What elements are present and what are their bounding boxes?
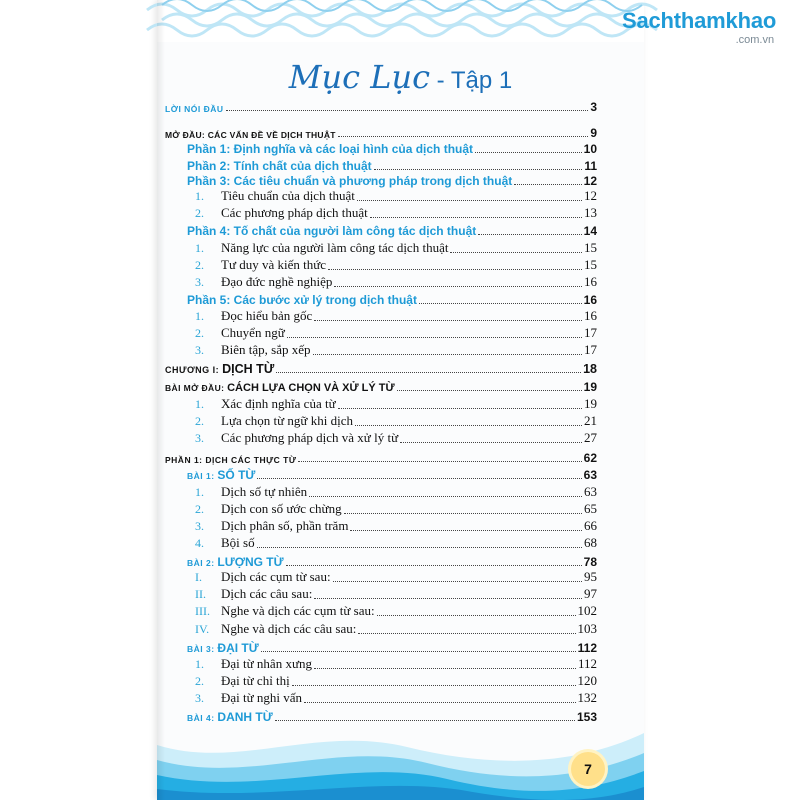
toc-entry-title: LỜI NÓI ĐẦU (165, 104, 224, 114)
toc-entry-title: Đạo đức nghề nghiệp (221, 274, 333, 289)
toc-entry-page: 120 (577, 673, 597, 688)
toc-entry-title: Phần 3: Các tiêu chuẩn và phương pháp trong dịch thuật (187, 174, 513, 188)
toc-entry (195, 325, 597, 341)
toc-entry-title: Lựa chọn từ ngữ khi dịch (221, 413, 353, 428)
toc-entry-page: 21 (584, 413, 597, 428)
toc-entry-title: Các phương pháp dịch thuật (221, 205, 368, 220)
toc-entry-page: 65 (584, 501, 597, 516)
toc-dot-leader (397, 390, 582, 391)
toc-entry-page: 95 (584, 569, 597, 584)
toc-entry (195, 690, 597, 706)
top-wave-pattern (157, 0, 644, 42)
toc-entry-title: Bội số (221, 535, 255, 550)
toc-entry-page: 19 (583, 380, 597, 394)
toc-dot-leader (276, 372, 581, 373)
toc-dot-leader (313, 354, 582, 355)
toc-entry-title-text: CÁCH LỰA CHỌN VÀ XỬ LÝ TỪ (227, 382, 395, 394)
toc-entry-page: 17 (584, 325, 597, 340)
toc-entry-title: Phần 4: Tố chất của người làm công tác dịch thuật (187, 224, 477, 238)
toc-entry-title (165, 362, 274, 376)
toc-entry-title: PHẦN 1: DỊCH CÁC THỰC TỪ (165, 455, 297, 465)
toc-entry (187, 291, 597, 307)
toc-entry-page: 153 (576, 710, 597, 724)
toc-entry-page: 63 (583, 468, 597, 482)
toc-entry-prefix: BÀI 3: (187, 644, 218, 654)
toc-entry-page: 68 (584, 535, 597, 550)
toc-entry-title: MỞ ĐẦU: CÁC VẤN ĐỀ VỀ DỊCH THUẬT (165, 130, 336, 140)
toc-entry-title-text: DANH TỪ (217, 710, 273, 724)
toc-entry (187, 466, 597, 482)
toc-dot-leader (328, 269, 582, 270)
toc-dot-leader (357, 200, 582, 201)
toc-entry-title: Dịch con số ước chừng (221, 501, 342, 516)
toc-dot-leader (475, 152, 582, 153)
toc-entry (187, 553, 597, 569)
toc-entry-number: 2. (195, 502, 204, 516)
toc-entry-page: 3 (590, 100, 597, 114)
toc-dot-leader (314, 320, 582, 321)
toc-entry (187, 222, 597, 238)
toc-entry-title: Tiêu chuẩn của dịch thuật (221, 188, 355, 203)
toc-dot-leader (257, 478, 581, 479)
toc-entry (187, 639, 597, 655)
toc-entry-title: Phần 5: Các bước xử lý trong dịch thuật (187, 293, 417, 307)
toc-entry-page: 13 (584, 205, 597, 220)
toc-entry-page: 9 (590, 126, 597, 140)
toc-entry-page: 62 (583, 451, 597, 465)
toc-dot-leader (261, 651, 576, 652)
toc-entry-number: II. (195, 587, 206, 601)
toc-entry-title: Phần 2: Tính chất của dịch thuật (187, 159, 372, 173)
toc-entry-title: Nghe và dịch các cụm từ sau: (221, 603, 375, 618)
toc-dot-leader (450, 252, 582, 253)
toc-entry-number: 3. (195, 275, 204, 289)
toc-dot-leader (478, 234, 581, 235)
toc-entry (195, 308, 597, 324)
book-page (157, 0, 777, 800)
toc-dot-leader (334, 286, 582, 287)
toc-entry-title: Dịch phân số, phần trăm (221, 518, 349, 533)
toc-entry-page: 15 (584, 257, 597, 272)
toc-entry-page: 63 (584, 484, 597, 499)
toc-entry-number: 1. (195, 397, 204, 411)
toc-entry-page: 12 (584, 188, 597, 203)
toc-dot-leader (314, 598, 582, 599)
toc-entry (165, 378, 597, 394)
toc-entry-page: 11 (584, 159, 597, 173)
toc-dot-leader (309, 496, 582, 497)
toc-entry (195, 484, 597, 500)
toc-entry (195, 205, 597, 221)
toc-entry-page: 132 (577, 690, 597, 705)
toc-entry-prefix: BÀI 2: (187, 558, 218, 568)
toc-dot-leader (358, 633, 575, 634)
toc-entry (195, 430, 597, 446)
toc-entry (195, 342, 597, 358)
toc-entry-prefix: BÀI 1: (187, 471, 218, 481)
toc-entry-title-text: ĐẠI TỪ (217, 641, 259, 655)
toc-dot-leader (286, 565, 582, 566)
toc-entry-number: 1. (195, 241, 204, 255)
toc-entry (165, 449, 597, 465)
toc-entry-title: Dịch các cụm từ sau: (221, 569, 331, 584)
toc-entry (195, 656, 597, 672)
toc-entry-page: 16 (584, 274, 597, 289)
toc-dot-leader (338, 136, 589, 137)
toc-dot-leader (370, 217, 582, 218)
toc-entry-number: I. (195, 570, 202, 584)
toc-entry (195, 188, 597, 204)
page-title (157, 58, 644, 96)
toc-entry-number: 3. (195, 343, 204, 357)
toc-entry-page: 112 (577, 641, 597, 655)
toc-entry (195, 501, 597, 517)
page-binding-shadow (157, 0, 165, 800)
toc-entry-number: 1. (195, 309, 204, 323)
toc-dot-leader (355, 425, 582, 426)
toc-entry (187, 172, 597, 188)
toc-entry (195, 569, 597, 585)
toc-entry-page: 78 (583, 555, 597, 569)
toc-entry-number: 2. (195, 258, 204, 272)
toc-entry-page: 17 (584, 342, 597, 357)
watermark-brand: Sachthamkhao (622, 8, 777, 33)
toc-entry-number: 2. (195, 674, 204, 688)
toc-entry-page: 19 (584, 396, 597, 411)
toc-entry-number: 4. (195, 536, 204, 550)
toc-dot-leader (400, 442, 582, 443)
title-script: Mục Lục (288, 58, 430, 96)
toc-entry-title-text: SỐ TỪ (217, 468, 256, 482)
toc-entry-number: 2. (195, 326, 204, 340)
toc-entry (165, 98, 597, 114)
toc-entry (195, 535, 597, 551)
toc-dot-leader (287, 337, 582, 338)
toc-entry-prefix: BÀI 4: (187, 713, 218, 723)
toc-entry-number: 1. (195, 485, 204, 499)
toc-entry-title-text: LƯỢNG TỪ (217, 555, 284, 569)
toc-entry-title: Nghe và dịch các câu sau: (221, 621, 357, 636)
title-volume: Tập 1 (450, 67, 513, 94)
toc-entry-title: Chuyển ngữ (221, 325, 285, 340)
toc-entry (195, 621, 597, 637)
toc-dot-leader (298, 461, 581, 462)
toc-entry (195, 413, 597, 429)
toc-entry (195, 274, 597, 290)
toc-entry (165, 360, 597, 376)
toc-entry-title (187, 468, 255, 482)
toc-entry-number: 3. (195, 691, 204, 705)
toc-entry-page: 27 (584, 430, 597, 445)
toc-entry (187, 140, 597, 156)
toc-entry-prefix: CHƯƠNG I: (165, 365, 223, 375)
toc-entry (195, 673, 597, 689)
toc-entry-number: 3. (195, 519, 204, 533)
title-separator: - (429, 67, 451, 94)
toc-entry-page: 103 (577, 621, 597, 636)
toc-entry-number: III. (195, 604, 210, 618)
toc-dot-leader (344, 513, 582, 514)
toc-entry-title: Dịch các câu sau: (221, 586, 313, 601)
toc-entry (187, 157, 597, 173)
toc-entry-title: Đại từ chỉ thị (221, 673, 290, 688)
toc-entry-prefix: BÀI MỞ ĐẦU: (165, 383, 228, 393)
toc-entry-page: 102 (577, 603, 597, 618)
toc-entry-title: Xác định nghĩa của từ (221, 396, 336, 411)
bottom-wave-pattern (157, 715, 644, 800)
toc-entry (195, 396, 597, 412)
toc-entry-number: 3. (195, 431, 204, 445)
toc-entry (195, 586, 597, 602)
toc-entry (195, 240, 597, 256)
toc-entry (195, 518, 597, 534)
toc-dot-leader (333, 581, 582, 582)
toc-entry-page: 12 (583, 174, 597, 188)
toc-entry-title: Dịch số tự nhiên (221, 484, 308, 499)
toc-entry-number: 1. (195, 189, 204, 203)
toc-dot-leader (377, 615, 576, 616)
toc-dot-leader (419, 303, 582, 304)
toc-entry (195, 603, 597, 619)
toc-entry-title (187, 555, 284, 569)
toc-entry-title (187, 641, 259, 655)
watermark-domain: .com.vn (735, 34, 775, 46)
toc-entry-number: 2. (195, 206, 204, 220)
toc-entry-page: 15 (584, 240, 597, 255)
toc-entry-page: 18 (583, 362, 597, 376)
toc-entry-title: Các phương pháp dịch và xử lý từ (221, 430, 399, 445)
toc-entry-title: Năng lực của người làm công tác dịch thuật (221, 240, 449, 255)
toc-entry-title: Tư duy và kiến thức (221, 257, 327, 272)
toc-entry-title: Đọc hiểu bản gốc (221, 308, 313, 323)
toc-dot-leader (292, 685, 576, 686)
toc-entry-page: 16 (583, 293, 597, 307)
toc-entry-number: 2. (195, 414, 204, 428)
toc-entry (195, 257, 597, 273)
toc-dot-leader (350, 530, 582, 531)
toc-dot-leader (338, 408, 582, 409)
toc-dot-leader (226, 110, 589, 111)
toc-entry-number: IV. (195, 622, 210, 636)
toc-entry-title: Biên tập, sắp xếp (221, 342, 311, 357)
toc-entry-title-text: DỊCH TỪ (222, 362, 275, 376)
toc-dot-leader (257, 547, 582, 548)
toc-entry-title: Đại từ nhân xưng (221, 656, 312, 671)
toc-entry-page: 66 (584, 518, 597, 533)
toc-entry (165, 124, 597, 140)
toc-dot-leader (304, 702, 575, 703)
toc-entry-page: 14 (583, 224, 597, 238)
toc-entry-page: 112 (577, 656, 597, 671)
toc-entry-page: 10 (583, 142, 597, 156)
toc-entry-page: 97 (584, 586, 597, 601)
toc-dot-leader (314, 668, 576, 669)
toc-entry-title: Phần 1: Định nghĩa và các loại hình của dịch thuật (187, 142, 474, 156)
page-number-badge: 7 (571, 752, 605, 786)
toc-entry-number: 1. (195, 657, 204, 671)
watermark (622, 8, 776, 46)
toc-entry-title: Đại từ nghi vấn (221, 690, 303, 705)
toc-dot-leader (514, 184, 581, 185)
toc-entry-title (165, 382, 395, 394)
toc-dot-leader (374, 169, 583, 170)
toc-entry-page: 16 (584, 308, 597, 323)
